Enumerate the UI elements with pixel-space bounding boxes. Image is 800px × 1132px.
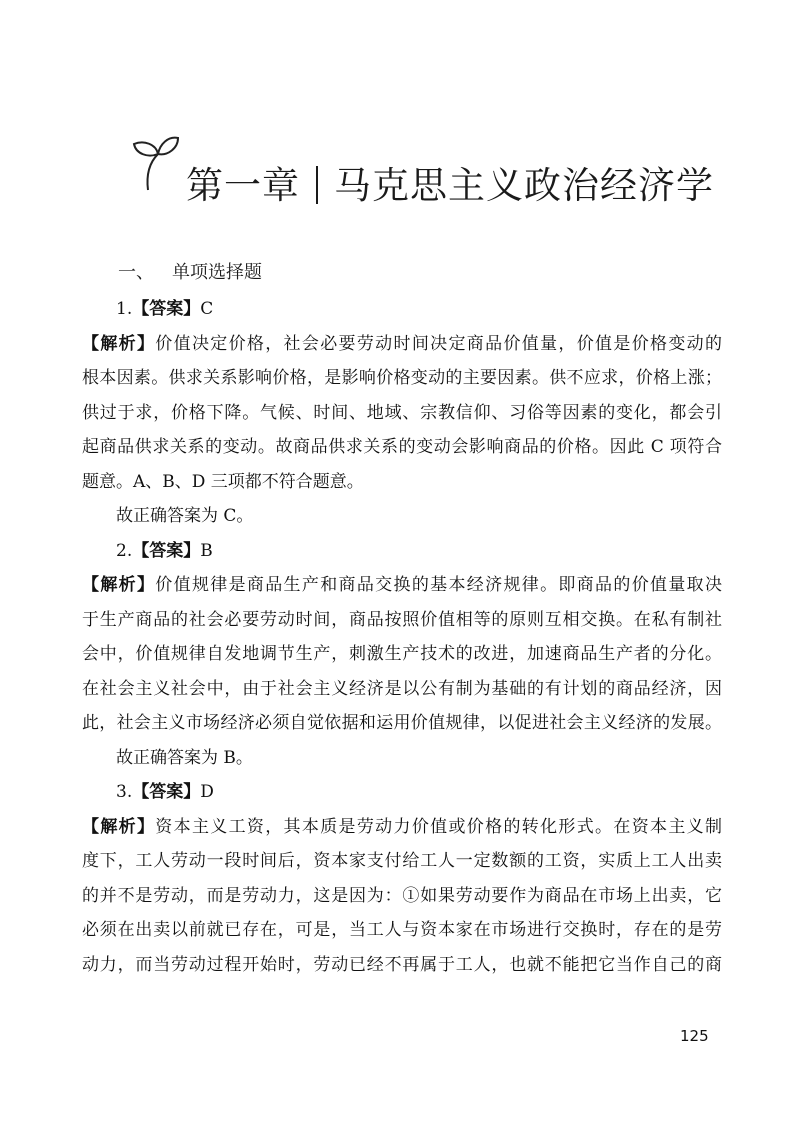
analysis-line: 必须在出卖以前就已存在，可是，当工人与资本家在市场进行交换时，存在的是劳 xyxy=(82,920,722,940)
analysis-line: 供过于求，价格下降。气候、时间、地域、宗教信仰、习俗等因素的变化，都会引 xyxy=(82,402,722,423)
item-number: 3. xyxy=(116,782,133,802)
section-heading xyxy=(118,258,262,284)
answer-tag: 【答案】 xyxy=(132,299,201,319)
analysis-line: 起商品供求关系的变动。故商品供求关系的变动会影响商品的价格。因此 C 项符合 xyxy=(82,437,722,457)
analysis-tag: 【解析】 xyxy=(82,333,156,354)
answer-content xyxy=(82,292,722,982)
conclusion-line: 故正确答案为 B。 xyxy=(116,747,253,768)
item-number: 2. xyxy=(116,540,133,561)
page-number: 125 xyxy=(680,1027,709,1045)
answer-line xyxy=(82,534,722,569)
section-number: 一、 xyxy=(118,262,154,283)
answer-value: B xyxy=(200,540,213,561)
answer-value: C xyxy=(200,299,214,319)
answer-value: D xyxy=(200,782,214,802)
analysis-line: 【解析】价值规律是商品生产和商品交换的基本经济规律。即商品的价值量取决 xyxy=(82,575,723,595)
analysis-line: 【解析】资本主义工资，其本质是劳动力价值或价格的转化形式。在资本主义制 xyxy=(82,816,723,837)
analysis-line: 【解析】价值决定价格，社会必要劳动时间决定商品价值量，价值是价格变动的 xyxy=(82,333,723,354)
answer-line xyxy=(82,775,722,810)
chapter-label: 第一章 xyxy=(186,164,300,207)
analysis-tag: 【解析】 xyxy=(82,575,156,595)
sprout-icon xyxy=(128,132,180,192)
conclusion-line: 故正确答案为 C。 xyxy=(116,506,254,526)
analysis-line: 题意。A、B、D 三项都不符合题意。 xyxy=(82,471,364,492)
analysis-line: 度下，工人劳动一段时间后，资本家支付给工人一定数额的工资，实质上工人出卖 xyxy=(82,851,722,871)
answer-tag: 【答案】 xyxy=(132,540,201,561)
analysis-tag: 【解析】 xyxy=(82,816,156,837)
analysis-line: 在社会主义社会中，由于社会主义经济是以公有制为基础的有计划的商品经济，因 xyxy=(82,678,722,699)
chapter-name: 马克思主义政治经济学 xyxy=(334,164,714,207)
analysis-line: 此，社会主义市场经济必须自觉依据和运用价值规律，以促进社会主义经济的发展。 xyxy=(82,713,722,733)
chapter-title xyxy=(186,155,714,209)
answer-line xyxy=(82,292,722,327)
analysis-line: 动力，而当劳动过程开始时，劳动已经不再属于工人，也就不能把它当作自己的商 xyxy=(82,954,722,975)
analysis-line: 于生产商品的社会必要劳动时间，商品按照价值相等的原则互相交换。在私有制社 xyxy=(82,609,722,630)
analysis-line: 根本因素。供求关系影响价格，是影响价格变动的主要因素。供不应求，价格上涨； xyxy=(82,368,722,388)
title-separator xyxy=(316,166,318,204)
section-title: 单项选择题 xyxy=(172,262,262,283)
analysis-line: 的并不是劳动，而是劳动力，这是因为：①如果劳动要作为商品在市场上出卖，它 xyxy=(82,885,722,906)
answer-tag: 【答案】 xyxy=(132,782,201,802)
analysis-line: 会中，价值规律自发地调节生产，刺激生产技术的改进，加速商品生产者的分化。 xyxy=(82,644,722,664)
item-number: 1. xyxy=(116,299,133,319)
